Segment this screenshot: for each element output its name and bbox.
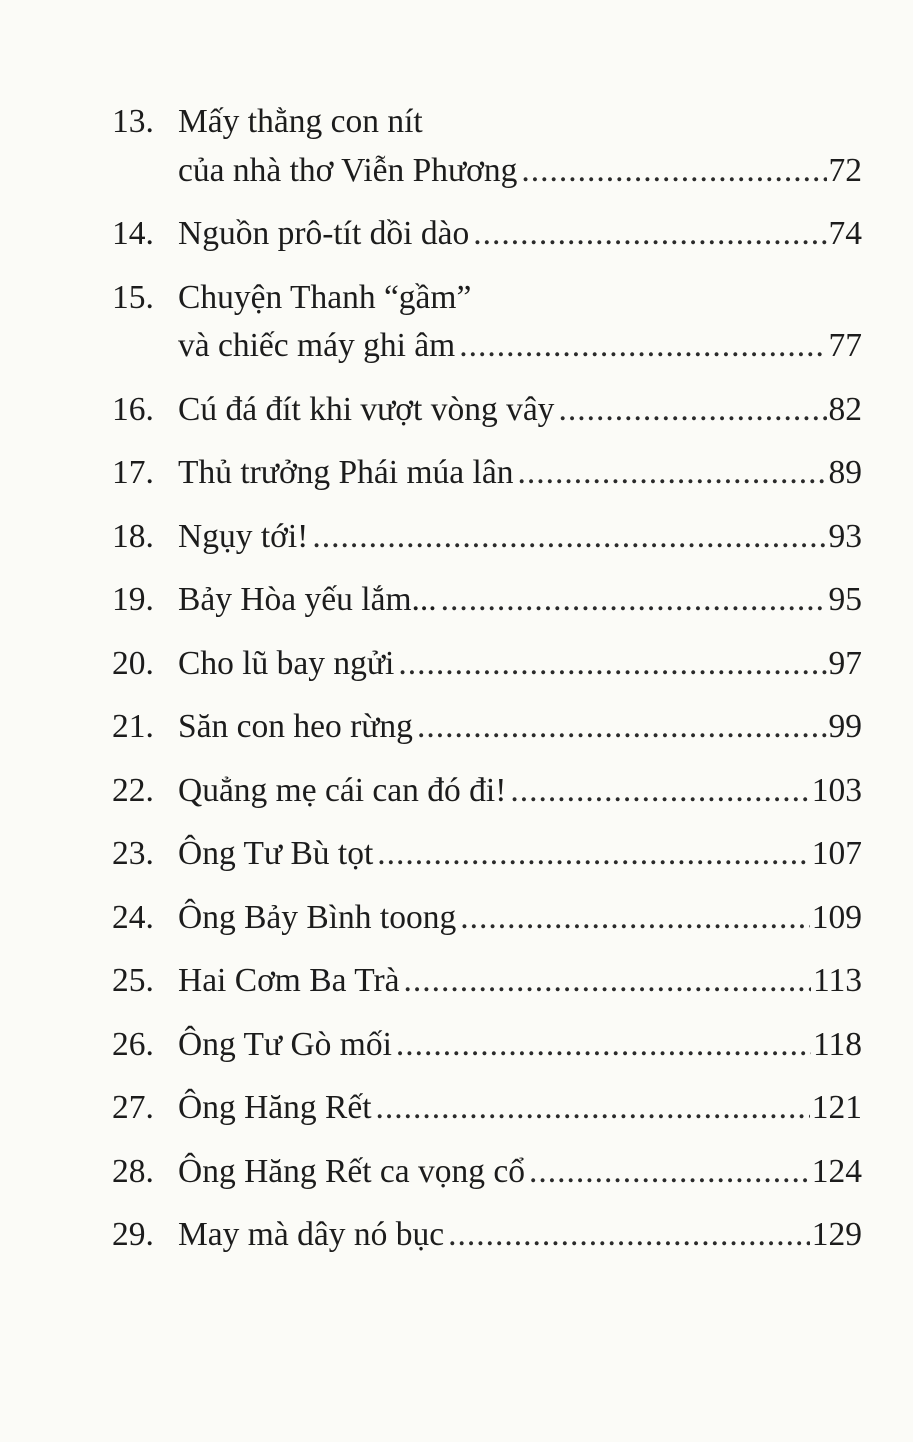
toc-entry-page: 77 [828, 327, 862, 364]
toc-entry-number: 20. [112, 644, 154, 682]
toc-entry-body [178, 703, 862, 752]
toc-entry [112, 449, 862, 498]
toc-entry-last-line [178, 703, 862, 752]
toc-entry-last-line [178, 767, 862, 816]
toc-entry [112, 98, 862, 195]
toc-entry-title: Săn con heo rừng [178, 708, 413, 745]
toc-entry-last-line [178, 1211, 862, 1260]
toc-entry-last-line [178, 147, 862, 196]
toc-entry-number: 15. [112, 278, 154, 316]
dot-leader [398, 640, 826, 689]
toc-entry-last-line [178, 210, 862, 259]
toc-entry-last-line [178, 386, 862, 435]
toc-entry-page: 124 [811, 1152, 862, 1190]
dot-leader [558, 386, 826, 435]
toc-entry-title: Ông Tư Bù tọt [178, 835, 374, 872]
dot-leader [448, 1211, 810, 1260]
toc-entry-number: 24. [112, 898, 154, 936]
toc-entry [112, 513, 862, 562]
toc-entry-page: 95 [828, 581, 862, 618]
toc-entry-body [178, 894, 862, 943]
toc-entry-number: 21. [112, 708, 154, 745]
toc-entry-body [178, 274, 862, 371]
toc-entry-body [178, 1211, 862, 1260]
toc-entry-number: 22. [112, 771, 154, 809]
toc-entry-page: 113 [812, 962, 862, 999]
toc-entry-title: Ông Tư Gò mối [178, 1025, 392, 1063]
toc-entry-number: 29. [112, 1216, 154, 1253]
dot-leader [441, 576, 827, 625]
dot-leader [459, 322, 826, 371]
toc-entry [112, 640, 862, 689]
dot-leader [460, 894, 810, 943]
toc-entry-page: 109 [811, 898, 862, 936]
toc-entry [112, 1084, 862, 1133]
toc-entry-number: 18. [112, 517, 154, 555]
toc-entry-title: và chiếc máy ghi âm [178, 327, 456, 364]
toc-entry-number: 28. [112, 1152, 154, 1190]
toc-entry-page: 97 [828, 644, 862, 682]
toc-entry [112, 1211, 862, 1260]
toc-entry-title: của nhà thơ Viễn Phương [178, 151, 518, 189]
toc-entry-last-line [178, 513, 862, 562]
toc-entry-last-line [178, 1021, 862, 1070]
dot-leader [517, 449, 826, 498]
toc-entry-last-line [178, 322, 862, 371]
toc-entry-page: 82 [828, 390, 862, 428]
toc-entry-title: Quẳng mẹ cái can đó đi! [178, 771, 507, 809]
toc-entry-title-line: Chuyện Thanh “gầm” [178, 278, 472, 316]
toc-entry-title: Hai Cơm Ba Trà [178, 962, 400, 999]
toc-entry [112, 274, 862, 371]
toc-entry-body [178, 1148, 862, 1197]
toc-entry-page: 72 [828, 151, 862, 189]
toc-entry [112, 1021, 862, 1070]
toc-entry-number: 14. [112, 215, 154, 252]
toc-entry-number: 25. [112, 962, 154, 999]
toc-entry [112, 210, 862, 259]
toc-entry-title: Cú đá đít khi vượt vòng vây [178, 390, 555, 428]
toc-entry-title: Ông Bảy Bình toong [178, 898, 457, 936]
toc-entry-body [178, 386, 862, 435]
toc-entry-body [178, 830, 862, 879]
toc-entry [112, 767, 862, 816]
toc-entry-title: May mà dây nó bục [178, 1216, 445, 1253]
toc-entry-last-line [178, 1084, 862, 1133]
toc-entry-page: 103 [811, 771, 862, 809]
dot-leader [404, 957, 811, 1006]
toc-entry-body [178, 449, 862, 498]
toc-entry-body [178, 957, 862, 1006]
toc-entry-page: 74 [828, 215, 862, 252]
toc-entry-page: 107 [811, 835, 862, 872]
toc-entry-body [178, 513, 862, 562]
toc-entry-body [178, 640, 862, 689]
toc-entry-page: 129 [811, 1216, 862, 1253]
toc-entry-number: 27. [112, 1089, 154, 1126]
toc-entry-page: 89 [828, 454, 862, 491]
toc-entry-number: 26. [112, 1025, 154, 1063]
toc-entry-title: Nguồn prô-tít dồi dào [178, 215, 470, 252]
toc-entry-body [178, 210, 862, 259]
toc-entry-page: 93 [828, 517, 862, 555]
toc-entry-title: Ngụy tới! [178, 517, 309, 555]
toc-entry-number: 13. [112, 103, 154, 140]
toc-entry-body [178, 767, 862, 816]
toc-entry-title: Bảy Hòa yếu lắm... [178, 581, 437, 618]
toc-entry [112, 386, 862, 435]
toc-entry-title-line: Mấy thằng con nít [178, 103, 423, 140]
toc-entry-body [178, 1021, 862, 1070]
toc-entry [112, 1148, 862, 1197]
toc-entry-title: Cho lũ bay ngửi [178, 644, 395, 682]
dot-leader [396, 1021, 811, 1070]
toc-entry-title: Ông Hăng Rết [178, 1089, 372, 1126]
dot-leader [312, 513, 826, 562]
toc-entry [112, 703, 862, 752]
table-of-contents [112, 98, 862, 1275]
toc-entry-title: Thủ trưởng Phái múa lân [178, 454, 514, 491]
toc-entry-last-line [178, 1148, 862, 1197]
toc-entry-last-line [178, 576, 862, 625]
toc-entry-last-line [178, 449, 862, 498]
toc-entry-page: 121 [811, 1089, 862, 1126]
toc-entry-last-line [178, 640, 862, 689]
dot-leader [510, 767, 809, 816]
toc-entry-body [178, 98, 862, 195]
dot-leader [529, 1148, 810, 1197]
toc-entry-last-line [178, 830, 862, 879]
toc-entry-page: 99 [828, 708, 862, 745]
toc-entry-number: 17. [112, 454, 154, 491]
toc-entry-last-line [178, 957, 862, 1006]
toc-entry [112, 894, 862, 943]
toc-entry-body [178, 1084, 862, 1133]
dot-leader [473, 210, 826, 259]
toc-entry [112, 576, 862, 625]
dot-leader [417, 703, 827, 752]
toc-entry-last-line [178, 894, 862, 943]
toc-entry-number: 23. [112, 835, 154, 872]
toc-entry-body [178, 576, 862, 625]
toc-entry-number: 19. [112, 581, 154, 618]
toc-entry [112, 957, 862, 1006]
dot-leader [376, 1084, 810, 1133]
dot-leader [377, 830, 809, 879]
toc-entry-page: 118 [812, 1025, 862, 1063]
dot-leader [521, 147, 826, 196]
toc-entry [112, 830, 862, 879]
toc-entry-number: 16. [112, 390, 154, 428]
toc-entry-title: Ông Hăng Rết ca vọng cổ [178, 1152, 526, 1190]
